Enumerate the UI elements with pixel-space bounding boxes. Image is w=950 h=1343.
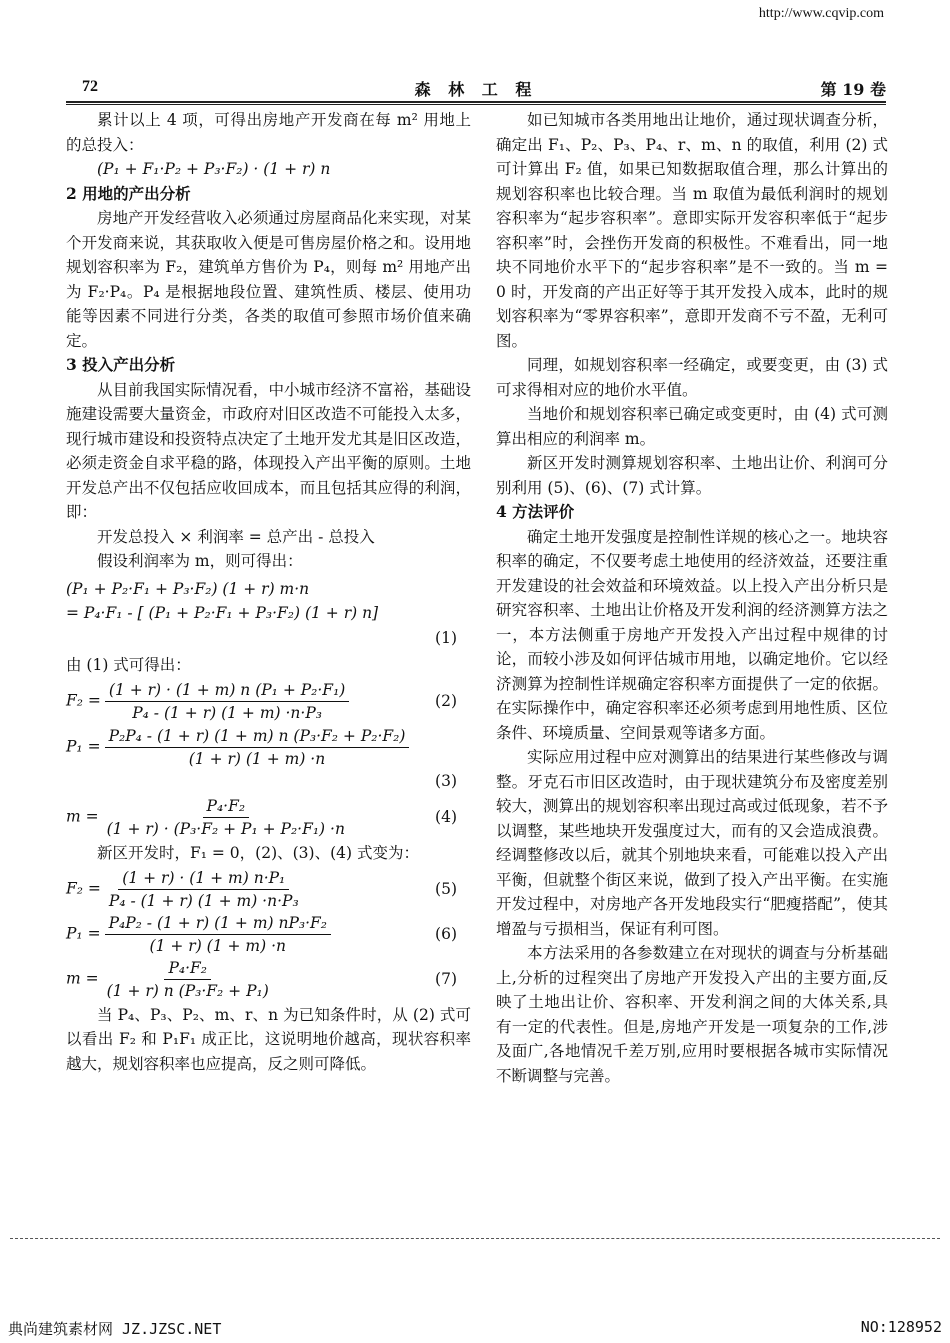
watermark-number: NO:128952 <box>860 1318 942 1336</box>
equation-total-input: (P₁ + F₁·P₂ + P₃·F₂) · (1 + r) n <box>97 160 331 178</box>
page-number: 72 <box>82 78 98 95</box>
left-column <box>66 108 471 1076</box>
running-header <box>66 74 886 100</box>
paragraph: 当 P₄、P₃、P₂、m、r、n 为已知条件时，从 (2) 式可以看出 F₂ 和 P₁F₁ 成正比，这说明地价越高，现状容积率越大，规划容积率也应提高，反之则可降低。 <box>66 1005 471 1073</box>
source-url[interactable]: http://www.cqvip.com <box>758 6 884 21</box>
header-rule <box>66 101 886 103</box>
equation-denominator: (1 + r) (1 + m) ·n <box>149 936 287 955</box>
paragraph: 累计以上 4 项，可得出房地产开发商在每 m² 用地上的总投入： <box>66 111 471 154</box>
equation-numerator: P₄·F₂ <box>164 958 211 980</box>
paragraph: 同理，如规划容积率一经确定，或要变更，由 (3) 式可求得相对应的地价水平值。 <box>496 356 888 399</box>
equation-lhs: P₁ = <box>66 924 101 942</box>
equation-denominator: P₄ - (1 + r) (1 + m) ·n·P₃ <box>132 703 322 722</box>
paragraph: 本方法采用的各参数建立在对现状的调查与分析基础上,分析的过程突出了房地产开发投入产出的主要方面,反映了土地出让价、容积率、开发利润之间的大体关系,具有一定的代表性。但是,房地产开发是一项复杂的工作,涉及面广,各地情况千差万别,应用时要根据各城市实际情况不断调整与完善。 <box>496 944 888 1085</box>
watermark-site[interactable]: 典尚建筑素材网 JZ.JZSC.NET <box>8 1320 222 1338</box>
paragraph: 假设利润率为 m，则可得出： <box>97 552 303 570</box>
journal-title: 森 林 工 程 <box>414 80 538 99</box>
footer-divider <box>10 1238 940 1239</box>
equation-1-line-a: (P₁ + P₂·F₁ + P₃·F₂) (1 + r) m·n <box>66 579 310 598</box>
equation-numerator: (1 + r) · (1 + m) n·P₁ <box>118 868 289 890</box>
header-rule-thin <box>66 104 886 105</box>
equation-1-line-b: = P₄·F₁ - [ (P₁ + P₂·F₁ + P₃·F₂) (1 + r) n] <box>66 604 379 622</box>
equation-lhs: m = <box>66 969 99 987</box>
paragraph: 开发总投入 × 利润率 = 总产出 - 总投入 <box>97 527 375 546</box>
paragraph: 实际应用过程中应对测算出的结果进行某些修改与调整。牙克石市旧区改造时，由于现状建筑分布及密度差别较大，测算出的规划容积率出现过高或过低现象，若不予以调整，某些地块开发强度过大，而有的又会造成浪费。经调整修改以后，就其个别地块来看，可能难以投入产出平衡，但就整个街区来说，做到了投入产出平衡。在实施开发过程中，对房地产各开发地段实行“肥瘦搭配”，使其增盈与亏损相当，保证有利可图。 <box>496 748 888 938</box>
equation-denominator: (1 + r) · (P₃·F₂ + P₁ + P₂·F₁) ·n <box>106 820 345 838</box>
equation-number: (6) <box>435 924 457 943</box>
equation-lhs: P₁ = <box>66 737 101 755</box>
equation-lhs: F₂ = <box>66 879 101 897</box>
paragraph: 当地价和规划容积率已确定或变更时，由 (4) 式可测算出相应的利润率 m。 <box>496 405 888 448</box>
equation-number: (5) <box>435 879 457 898</box>
volume-label: 第 19 卷 <box>820 80 886 99</box>
equation-1 <box>66 577 471 651</box>
equation-2 <box>66 680 471 723</box>
equation-number: (7) <box>435 969 457 988</box>
equation-7 <box>66 958 471 1001</box>
equation-number: (4) <box>435 808 457 827</box>
equation-4 <box>66 796 471 839</box>
equation-5 <box>66 868 471 911</box>
section-heading-4: 4 方法评价 <box>496 502 575 521</box>
equation-denominator: P₄ - (1 + r) (1 + m) ·n·P₃ <box>108 891 299 910</box>
equation-numerator: P₂P₄ - (1 + r) (1 + m) n (P₃·F₂ + P₂·F₂) <box>105 726 410 748</box>
right-column <box>496 108 888 1088</box>
paragraph: 新区开发时，F₁ = 0，(2)、(3)、(4) 式变为： <box>97 844 419 862</box>
section-heading-2: 2 用地的产出分析 <box>66 183 191 203</box>
paragraph: 如已知城市各类用地出让地价，通过现状调查分析，确定出 F₁、P₂、P₃、P₄、r、m、n 的取值，利用 (2) 式可计算出 F₂ 值，如果已知数据取值合理，那么计算出的规划容积率也比较合理。当 m 取值为最低利润时的规划容积率为“起步容积率”。意即实际开发容积率低于“起步容积率”时，会挫伤开发商的积极性。不难看出，同一地块不同地价水平下的“起步容积率”是不一致的。当 m = 0 时，开发商的产出正好等于其开发投入成本，此时的规划容积率为“零界容积率”，意即开发商不亏不盈，无利可图。 <box>496 111 888 350</box>
equation-6 <box>66 913 471 956</box>
equation-number: (2) <box>435 691 457 710</box>
equation-lhs: F₂ = <box>66 691 101 709</box>
equation-lhs: m = <box>66 807 99 826</box>
equation-numerator: P₄·F₂ <box>203 796 250 818</box>
equation-number: (1) <box>435 628 457 647</box>
paragraph: 由 (1) 式可得出： <box>66 656 191 674</box>
paragraph: 确定土地开发强度是控制性详规的核心之一。地块容积率的确定，不仅要考虑土地使用的经济效益，还要注重开发建设的社会效益和环境效益。以上投入产出分析只是研究容积率、土地出让价格及开发利润的经济测算方法之一，本方法侧重于房地产开发投入产出过程中规律的讨论，而较小涉及如何评估城市用地，以确定地价。它以经济测算为控制性详规确定容积率方面提供了一定的依据。在实际操作中，确定容积率还必须考虑到用地性质、区位条件、环境质量、空间景观等诸多方面。 <box>496 527 888 742</box>
paragraph: 从目前我国实际情况看，中小城市经济不富裕，基础设施建设需要大量资金，市政府对旧区改造不可能投入太多，现行城市建设和投资特点决定了土地开发尤其是旧区改造，必须走资金自求平稳的路，体现投入产出平衡的原则。土地开发总产出不仅包括应收回成本，而且包括其应得的利润，即： <box>66 380 471 521</box>
equation-denominator: (1 + r) (1 + m) ·n <box>188 749 326 768</box>
equation-denominator: (1 + r) n (P₃·F₂ + P₁) <box>106 981 269 1000</box>
equation-3 <box>66 726 471 794</box>
paragraph: 房地产开发经营收入必须通过房屋商品化来实现，对某个开发商来说，其获取收入便是可售房屋价格之和。设用地规划容积率为 F₂，建筑单方售价为 P₄，则每 m² 用地产出为 F₂·P₄。P₄ 是根据地段位置、建筑性质、楼层、使用功能等因素不同进行分类，各类的取值可参照市场价值来确定。 <box>66 209 471 350</box>
equation-number: (3) <box>435 771 457 790</box>
section-heading-3: 3 投入产出分析 <box>66 355 176 374</box>
equation-numerator: P₄P₂ - (1 + r) (1 + m) nP₃·F₂ <box>105 913 331 935</box>
equation-numerator: (1 + r) · (1 + m) n (P₁ + P₂·F₁) <box>105 680 349 702</box>
paragraph: 新区开发时测算规划容积率、土地出让价、利润可分别利用 (5)、(6)、(7) 式计算。 <box>496 454 888 497</box>
